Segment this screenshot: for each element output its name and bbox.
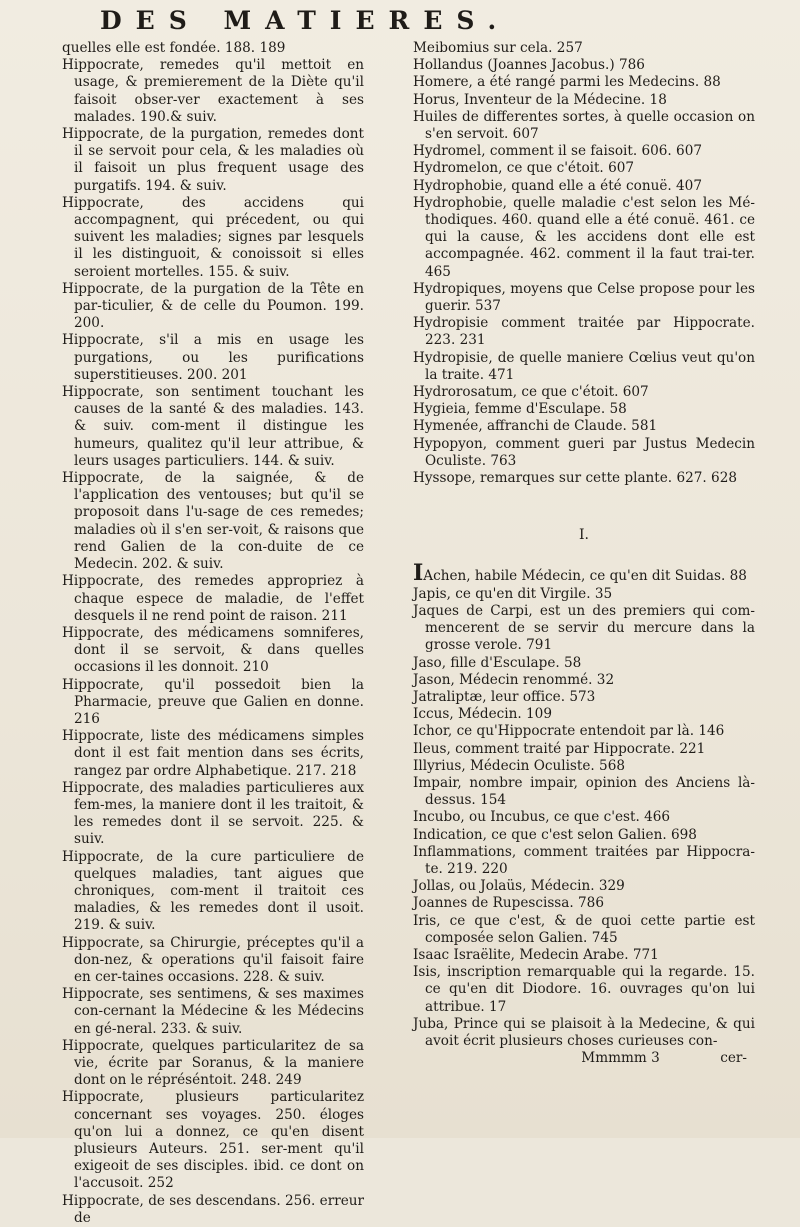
index-entry: Jaso, fille d'Esculape. 58 [413,654,582,671]
index-entry: Hippocrate, ses sentimens, & ses maximes con-cernant la Médecine & les Médecins en gé-neral. 233. & suiv. [62,986,364,1037]
index-entry: Incubo, ou Incubus, ce que c'est. 466 [413,809,671,826]
index-entry: Hippocrate, de ses descendans. 256. erreur de [62,1192,364,1226]
index-entry: Jason, Médecin renommé. 32 [413,671,615,688]
index-entry: Hippocrate, des médicamens somniferes, dont il se servoit, & dans quelles occasions il les donnoit. 210 [62,624,364,676]
index-entry: Huiles de differentes sortes, à quelle occasion on s'en servoit. 607 [413,108,755,143]
index-entry: Hydropiques, moyens que Celse propose pour les guerir. 537 [413,280,755,315]
index-entry: Jaques de Carpi, est un des premiers qui com-mencerent de se servir du mercure dans la grosse verole. 791 [413,602,755,654]
index-entry: Impair, nombre impair, opinion des Anciens là-dessus. 154 [413,774,755,809]
index-entry: Isaac Israëlite, Medecin Arabe. 771 [413,946,659,963]
drop-cap: I [413,560,424,587]
index-entry: Isis, inscription remarquable qui la regarde. 15. ce qu'en dit Diodore. 16. ouvrages qu'on lui attribue. 17 [413,964,755,1015]
index-entry: Joannes de Rupescissa. 786 [413,895,604,912]
index-entry: Hyssope, remarques sur cette plante. 627. 628 [413,470,737,487]
index-entry-first [413,560,755,587]
index-entry: Hydrophobie, quand elle a été conuë. 407 [413,177,702,194]
index-entry: Japis, ce qu'en dit Virgile. 35 [413,585,613,602]
index-entry: Hippocrate, de la purgation, remedes dont il se servoit pour cela, & les maladies où il faisoit un plus frequent usage des purgatifs. 194. & suiv. [62,126,364,194]
index-entry: Hippocrate, quelques particularitez de sa vie, écrite par Soranus, & la maniere dont on le répréséntoit. 248. 249 [62,1037,364,1089]
index-entry: Iris, ce que c'est, & de quoi cette partie est composée selon Galien. 745 [413,912,755,946]
index-entry: Hippocrate, de la cure particuliere de quelques maladies, tant aigues que chroniques, com-ment il traitoit ces maladies, & les remedes dont il usoit. 219. & suiv. [62,848,364,934]
index-entry: Hippocrate, des remedes appropriez à chaque espece de maladie, de l'effet desquels il ne rend point de raison. 211 [62,573,364,624]
index-entry: Jollas, ou Jolaüs, Médecin. 329 [413,878,625,895]
running-title: DES MATIERES. [100,6,511,35]
index-entry: Hippocrate, remedes qu'il mettoit en usage, & premierement de la Diète qu'il faisoit obser-ver exactement à ses malades. 190.& suiv. [62,57,364,125]
index-entry: Hippocrate, qu'il possedoit bien la Pharmacie, preuve que Galien en donne. 216 [62,676,364,727]
index-entry: Hydrophobie, quelle maladie c'est selon les Mé-thodiques. 460. quand elle a été conuë. 461. ce qui la cause, & les accidens dont elle est accompagnée. 462. comment il la faut trai-ter. 465 [413,194,755,280]
section-heading: I. [579,527,589,544]
index-entry: Hydromel, comment il se faisoit. 606. 607 [413,143,702,160]
index-entry: quelles elle est fondée. 188. 189 [62,40,286,56]
index-entry: Hippocrate, des maladies particulieres aux fem-mes, la maniere dont il les traitoit, & les remedes dont il se servoit. 225. & suiv. [62,779,364,848]
index-entry: Hydropisie, de quelle maniere Cœlius veut qu'on la traite. 471 [413,349,755,383]
index-entry: Hippocrate, son sentiment touchant les causes de la santé & des maladies. 143. & suiv. com-ment il distingue les humeurs, qualitez qu'il leur attribue, & leurs usages particuliers. 144. & suiv. [62,384,364,469]
index-entry: Hydrorosatum, ce que c'étoit. 607 [413,384,649,401]
index-entry: Hypopyon, comment gueri par Justus Medecin Oculiste. 763 [413,435,755,469]
index-entry: Ileus, comment traité par Hippocrate. 221 [413,740,706,757]
page-footer [413,1050,755,1067]
left-column [62,40,364,1227]
index-entry: Hippocrate, sa Chirurgie, préceptes qu'il a don-nez, & operations qu'il faisoit faire en cer-taines occasions. 228. & suiv. [62,934,364,985]
index-entry: Jatraliptæ, leur office. 573 [413,688,596,705]
index-entry: Hygieia, femme d'Esculape. 58 [413,401,627,418]
catchword: cer- [720,1050,747,1067]
index-entry: Hippocrate, des accidens qui accompagnent, qui précedent, ou qui suivent les maladies; signes par lesquels il les distinguoit, & conoissoit si elles seroient mortelles. 155. & suiv. [62,194,364,280]
index-entry: Inflammations, comment traitées par Hippocra-te. 219. 220 [413,843,755,877]
index-entry: Hippocrate, de la saignée, & de l'application des ventouses; but qu'il se proposoit dans l'u-sage de ces remedes; maladies où il s'en ser-voit, & raisons que rend Galien de la con-duite de ce Medecin. 202. & suiv. [62,470,364,573]
index-entry: Hippocrate, plusieurs particularitez concernant ses voyages. 250. éloges qu'on lui a donnez, ce qu'en disent plusieurs Auteurs. 251. ser-ment qu'il exigeoit de ses disciples. ibid. ce dont on l'accusoit. 252 [62,1089,364,1192]
index-entry: Horus, Inventeur de la Médecine. 18 [413,91,667,108]
index-entry: Hippocrate, liste des médicamens simples dont il est fait mention dans ses écrits, rangez par ordre Alphabetique. 217. 218 [62,728,364,779]
right-column [413,40,755,1067]
index-entry: Hippocrate, s'il a mis en usage les purgations, ou les purifications superstitieuses. 200. 201 [62,332,364,383]
index-entry: Meibomius sur cela. 257 [413,40,583,56]
index-entry: Hydropisie comment traitée par Hippocrate. 223. 231 [413,315,755,349]
index-entry: Hippocrate, de la purgation de la Tête en par-ticulier, & de celle du Poumon. 199. 200. [62,280,364,332]
index-entry: Iccus, Médecin. 109 [413,706,552,723]
index-entry-text: Achen, habile Médecin, ce qu'en dit Suidas. 88 [423,568,747,585]
signature-mark: Mmmmm 3 [581,1050,660,1067]
index-entry: Ichor, ce qu'Hippocrate entendoit par là. 146 [413,723,725,740]
index-entry: Hydromelon, ce que c'étoit. 607 [413,160,635,177]
index-entry: Indication, ce que c'est selon Galien. 698 [413,826,697,843]
index-entry: Hollandus (Joannes Jacobus.) 786 [413,57,645,74]
index-entry: Illyrius, Médecin Oculiste. 568 [413,757,625,774]
index-entry: Hymenée, affranchi de Claude. 581 [413,418,658,435]
index-entry: Juba, Prince qui se plaisoit à la Medecine, & qui avoit écrit plusieurs choses curieuses con- [413,1015,755,1049]
index-entry: Homere, a été rangé parmi les Medecins. 88 [413,74,721,91]
